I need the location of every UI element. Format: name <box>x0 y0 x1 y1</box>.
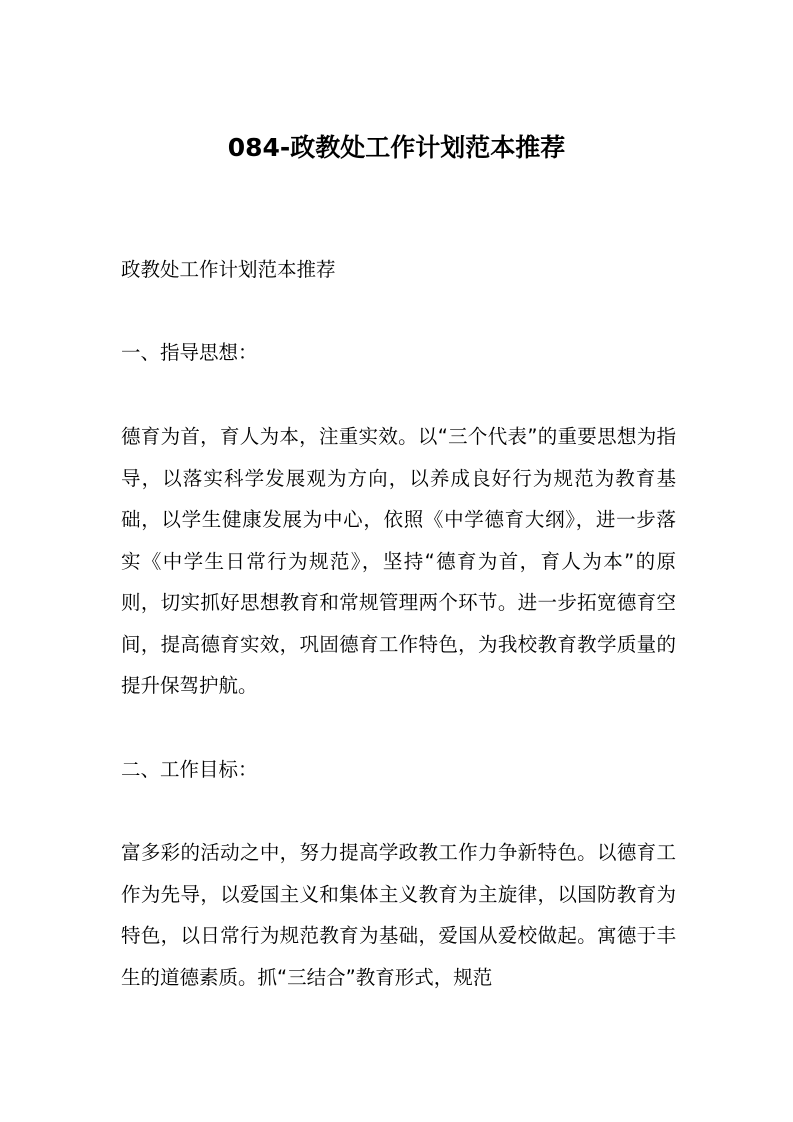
section-body-guiding-ideology: 德育为首，育人为本，注重实效。以“三个代表”的重要思想为指导，以落实科学发展观为方向，以养成良好行为规范为教育基础，以学生健康发展为中心，依照《中学德育大纲》，进一步落实《中学生日常行为规范》，坚持“德育为首，育人为本”的原则，切实抓好思想教育和常规管理两个环节。进一步拓宽德育空间，提高德育实效，巩固德育工作特色，为我校教育教学质量的提升保驾护航。 <box>121 425 676 697</box>
section-heading-guiding-ideology: 一、指导思想： <box>121 341 258 364</box>
section-heading-work-goals: 二、工作目标： <box>121 758 258 781</box>
section-body-work-goals: 富多彩的活动之中，努力提高学政教工作力争新特色。以德育工作为先导，以爱国主义和集体主义教育为主旋律，以国防教育为特色，以日常行为规范教育为基础，爱国从爱校做起。寓德于丰生的道德素质。抓“三结合”教育形式，规范 <box>121 841 676 989</box>
document-subtitle: 政教处工作计划范本推荐 <box>121 258 336 281</box>
document-title: 084-政教处工作计划范本推荐 <box>227 133 566 162</box>
